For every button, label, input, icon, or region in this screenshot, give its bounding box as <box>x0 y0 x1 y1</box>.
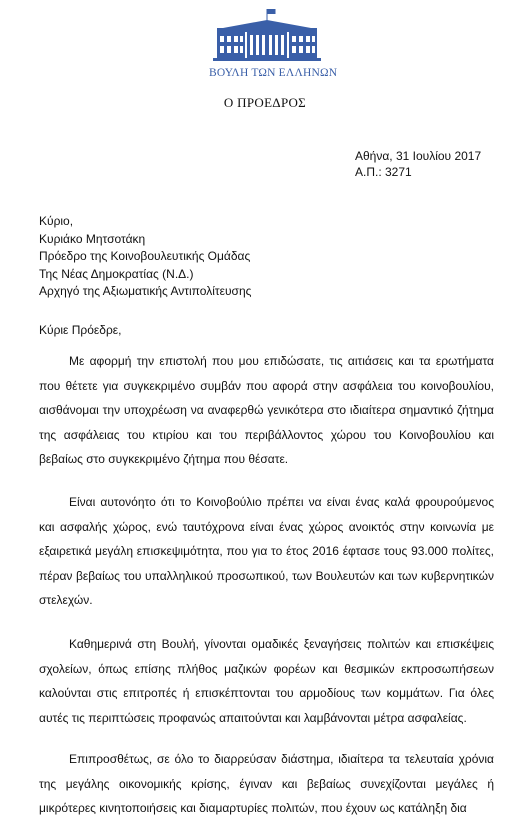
office-title: Ο ΠΡΟΕΔΡΟΣ <box>223 95 307 110</box>
recipient-line: Κυριάκο Μητσοτάκη <box>39 231 146 246</box>
parliament-logo <box>209 6 338 84</box>
recipient-block <box>39 213 251 301</box>
recipient-line: Αρχηγό της Αξιωματικής Αντιπολίτευσης <box>39 284 252 298</box>
body-paragraph: Είναι αυτονόητο ότι το Κοινοβούλιο πρέπει να είναι ένας καλά φρουρούμενος και ασφαλής χώρος, ενώ ταυτόχρονα είναι ένας χώρος ανοικτός στην κοινωνία με εξαιρετικά μεγάλη επισκεψιμότητα, που για το έτος 2016 έφτασε τους 93.000 πολίτες, πέραν βεβαίως του υπαλληλικού προσωπικού, των Βουλευτών και των κυβερνητικών στελεχών. <box>39 495 494 607</box>
recipient-line: Της Νέας Δημοκρατίας (Ν.Δ.) <box>39 266 194 281</box>
body-paragraph: Καθημερινά στη Βουλή, γίνονται ομαδικές ξεναγήσεις πολιτών και επισκέψεις σχολείων, όπως επίσης πλήθος μαζικών φορέων και θεσμικών εκπροσωπήσεων καλούνται στις επιτροπές ή επισκέπτονται του αρμοδίους των κομμάτων. Για όλες αυτές τις περιπτώσεις προφανώς απαιτούνται και λαμβάνονται μέτρα ασφαλείας. <box>39 637 494 725</box>
salutation: Κύριε Πρόεδρε, <box>39 323 122 337</box>
recipient-line: Πρόεδρο της Κοινοβουλευτικής Ομάδας <box>39 249 251 263</box>
recipient-line: Κύριο, <box>39 214 74 228</box>
institution-name: ΒΟΥΛΗ ΤΩΝ ΕΛΛΗΝΩΝ <box>209 67 338 79</box>
letter-meta <box>355 148 481 180</box>
protocol-number: Α.Π.: 3271 <box>355 165 412 179</box>
hellenic-parliament-building-icon <box>209 6 325 64</box>
body-paragraph: Με αφορμή την επιστολή που μου επιδώσατε, τις αιτιάσεις και τα ερωτήματα που θέτετε για συγκεκριμένο συμβάν που αφορά στην ασφάλεια του κοινοβουλίου, αισθάνομαι την υποχρέωση να αναφερθώ γενικότερα στο ιδιαίτερα σημαντικό ζήτημα της ασφάλειας του κτιρίου και του περιβάλλοντος χώρου του Κοινοβουλίου και βεβαίως στο συγκεκριμένο ζήτημα που θέσατε. <box>39 354 494 466</box>
body-paragraph: Επιπροσθέτως, σε όλο το διαρρεύσαν διάστημα, ιδιαίτερα τα τελευταία χρόνια της μεγάλης οικονομικής κρίσης, έγιναν και βεβαίως συνεχίζονται μεγάλες ή μικρότερες κινητοποιήσεις και διαμαρτυρίες πολιτών, που έχουν ως κατάληξη δια <box>39 752 494 815</box>
letter-date: Αθήνα, 31 Ιουλίου 2017 <box>355 149 482 163</box>
